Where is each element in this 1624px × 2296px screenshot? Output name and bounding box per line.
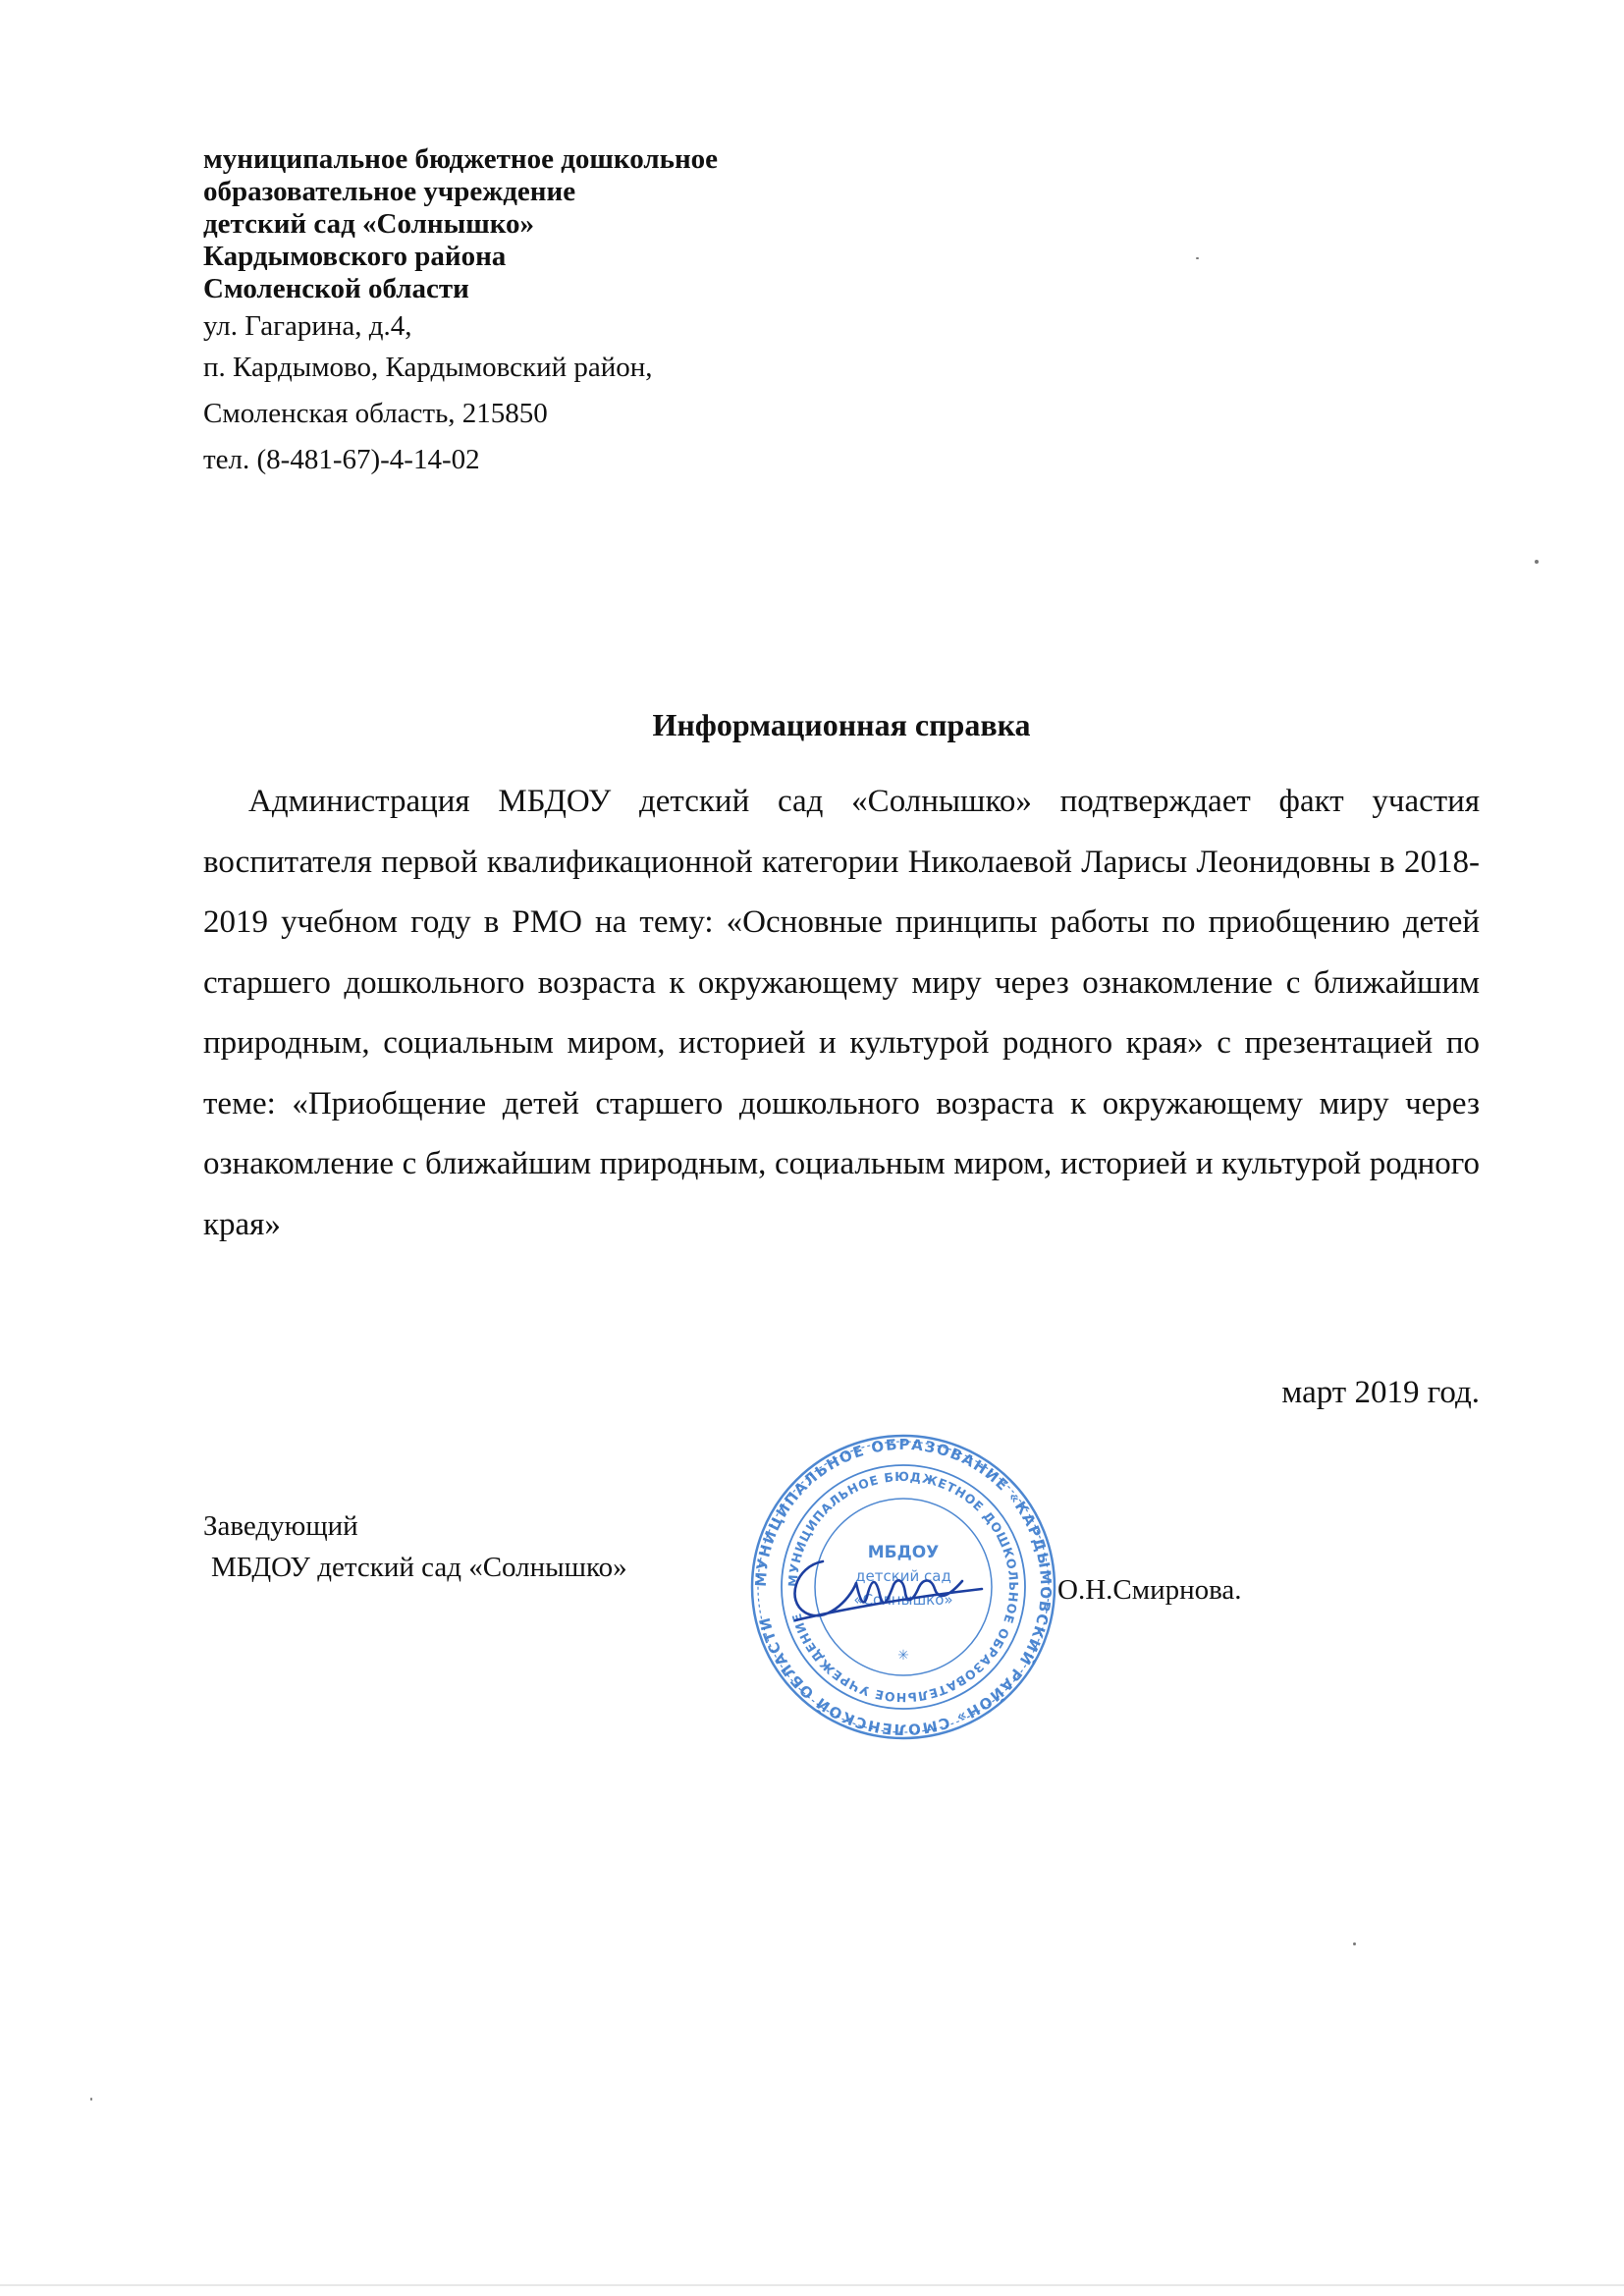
org-line: Смоленской области: [203, 273, 469, 304]
signer-position: Заведующий: [203, 1510, 358, 1542]
handwritten-signature: [766, 1532, 1011, 1640]
signer-organization: МБДОУ детский сад «Солнышко»: [211, 1552, 627, 1583]
stamp-center-line: детский сад: [855, 1567, 951, 1585]
scan-edge: [0, 2284, 1624, 2286]
document-date: март 2019 год.: [1281, 1375, 1480, 1410]
signer-name: О.Н.Смирнова.: [1057, 1574, 1242, 1606]
org-line: детский сад «Солнышко»: [203, 208, 535, 240]
scan-speck: [1535, 560, 1539, 564]
address-line: ул. Гагарина, д.4,: [203, 310, 412, 342]
svg-text:✳: ✳: [897, 1648, 909, 1664]
scan-speck: [90, 2098, 92, 2101]
address-line: п. Кардымово, Кардымовский район,: [203, 352, 653, 383]
body-paragraph: Администрация МБДОУ детский сад «Солнышко» подтверждает факт участия воспитателя первой квалификационной категории Николаевой Ларисы Леонидовны в 2018-2019 учебном году в РМО на тему: «Основные принципы работы по приобщению детей старшего дошкольного возраста к окружающему миру через ознакомление с ближайшим природным, социальным миром, историей и культурой родного края» с презентацией по теме: «Приобщение детей старшего дошкольного возраста к окружающему миру через ознакомление с ближайшим природным, социальным миром, историей и культурой родного края»: [203, 784, 1480, 1242]
scan-speck: [1353, 1942, 1356, 1945]
stamp-inner-text: МУНИЦИПАЛЬНОЕ БЮДЖЕТНОЕ ДОШКОЛЬНОЕ ОБРАЗОВАТЕЛЬНОЕ УЧРЕЖДЕНИЕ: [785, 1468, 1022, 1706]
stamp-center-line: МБДОУ: [867, 1543, 940, 1562]
stamp-center-line: «Солнышко»: [853, 1591, 953, 1609]
document-title: Информационная справка: [652, 707, 1031, 742]
phone-line: тел. (8-481-67)-4-14-02: [203, 444, 480, 475]
address-line: Смоленская область, 215850: [203, 398, 548, 429]
org-line: муниципальное бюджетное дошкольное: [203, 143, 719, 175]
organization-header: [203, 143, 1087, 483]
signature-block: [203, 1507, 627, 1586]
scan-speck: [1196, 257, 1199, 259]
stamp-outer-text: МУНИЦИПАЛЬНОЕ ОБРАЗОВАНИЕ «КАРДЫМОВСКИЙ РАЙОН» СМОЛЕНСКОЙ ОБЛАСТИ: [751, 1435, 1056, 1739]
org-line: образовательное учреждение: [203, 176, 576, 207]
org-line: Кардымовского района: [203, 241, 507, 272]
